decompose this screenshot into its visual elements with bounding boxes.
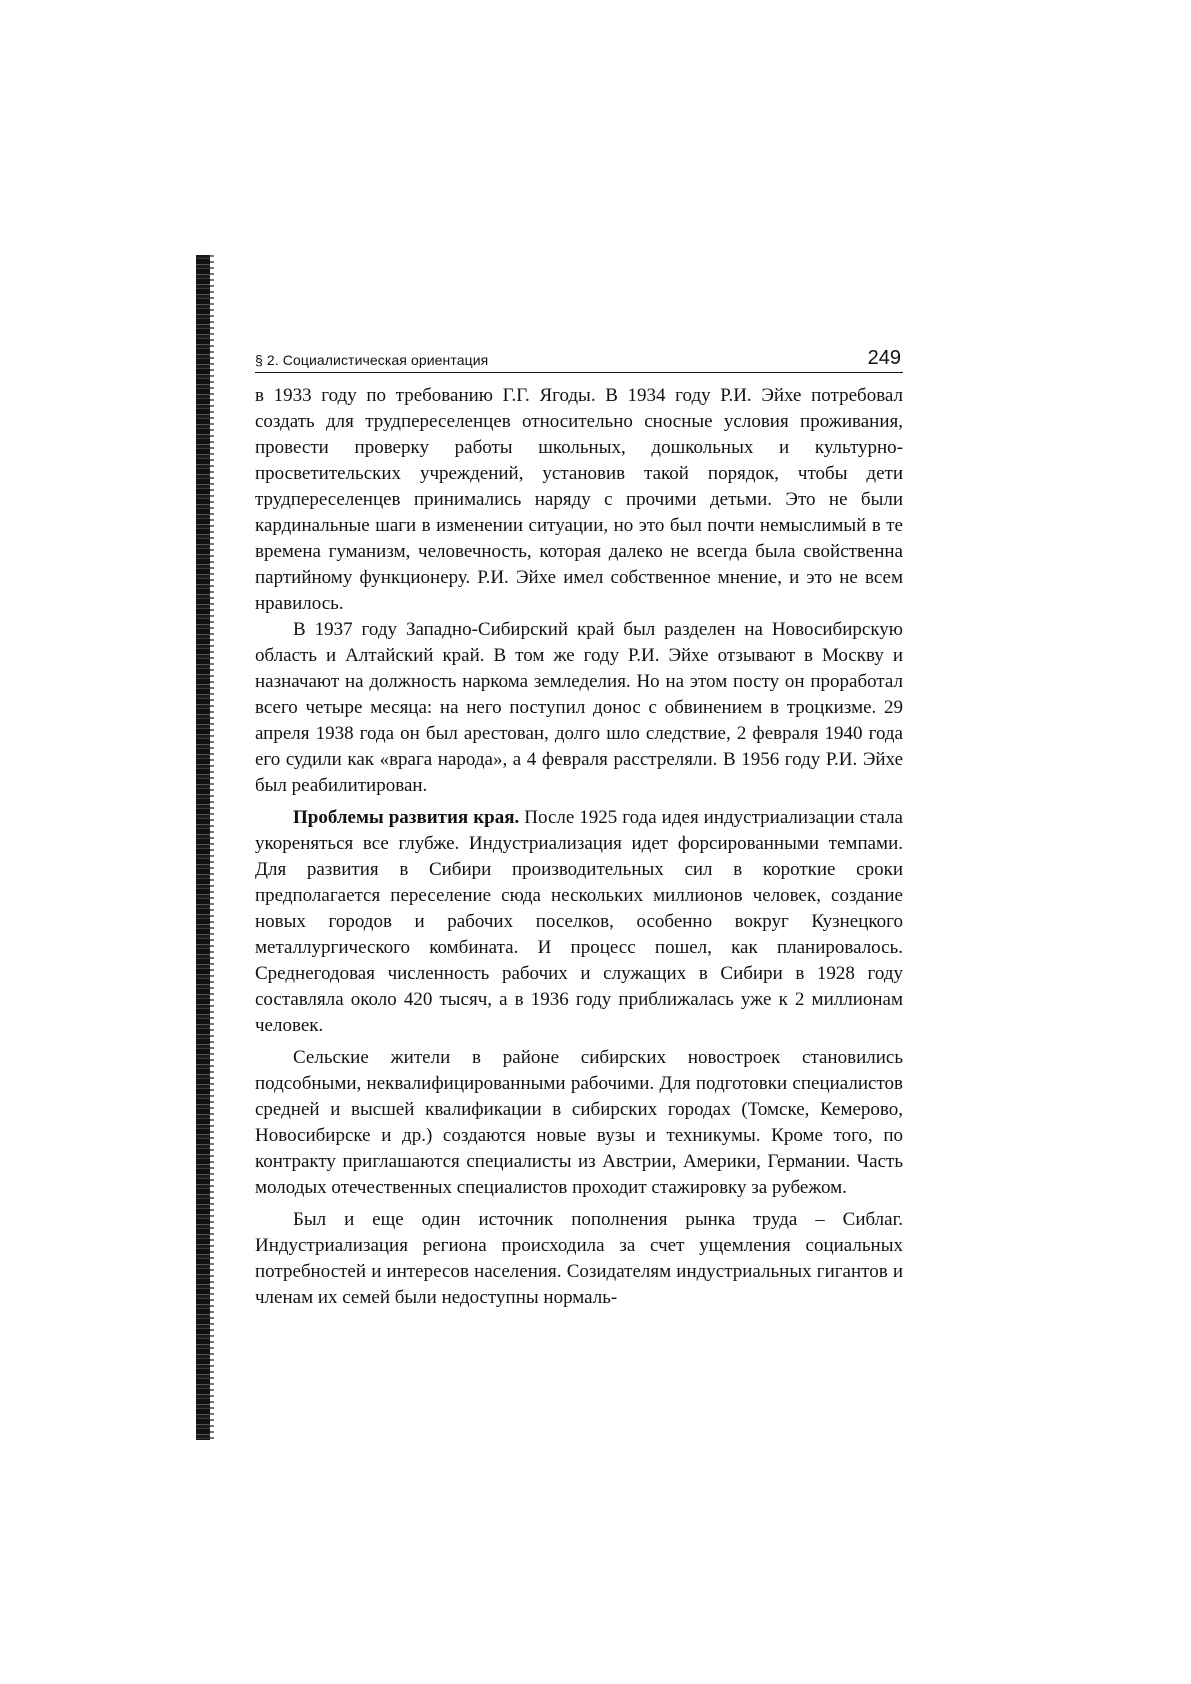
scan-binding-edge xyxy=(196,255,210,1440)
book-page xyxy=(255,342,903,1311)
running-header xyxy=(255,342,903,373)
paragraph: Сельские жители в районе сибирских новостроек становились подсобными, неквалифицированными рабочими. Для подготовки специалистов средней и высшей квалификации в сибирских городах (Томске, Кемерово, Новосибирске и др.) создаются новые вузы и техникумы. Кроме того, по контракту приглашаются специалисты из Австрии, Америки, Германии. Часть молодых отечественных специалистов проходит стажировку за рубежом. xyxy=(255,1047,903,1198)
paragraph-text: После 1925 года идея индустриализации стала укореняться все глубже. Индустриализация идет форсированными темпами. Для развития в Сибири производительных сил в короткие сроки предполагается переселение сюда нескольких миллионов человек, создание новых городов и рабочих поселков, особенно вокруг Кузнецкого металлургического комбината. И процесс пошел, как планировалось. Среднегодовая численность рабочих и служащих в Сибири в 1928 году составляла около 420 тысяч, а в 1936 году приближалась уже к 2 миллионам человек. xyxy=(255,807,903,1036)
body-text xyxy=(255,383,903,1311)
paragraph: Был и еще один источник пополнения рынка труда – Сиблаг. Индустриализация региона происходила за счет ущемления социальных потребностей и интересов населения. Созидателям индустриальных гигантов и членам их семей были недоступны нормаль- xyxy=(255,1209,903,1308)
paragraph xyxy=(255,805,903,1039)
run-in-heading: Проблемы развития края. xyxy=(293,807,520,828)
paragraph: в 1933 году по требованию Г.Г. Ягоды. В 1934 году Р.И. Эйхе потребовал создать для трудпереселенцев относительно сносные условия проживания, провести проверку работы школьных, дошкольных и культурно-просветительских учреждений, установив такой порядок, чтобы дети трудпереселенцев принимались наряду с прочими детьми. Это не были кардинальные шаги в изменении ситуации, но это был почти немыслимый в те времена гуманизм, человечность, которая далеко не всегда была свойственна партийному функционеру. Р.И. Эйхе имел собственное мнение, и это не всем нравилось. xyxy=(255,385,903,614)
section-title: § 2. Социалистическая ориентация xyxy=(255,352,489,368)
paragraph: В 1937 году Западно-Сибирский край был разделен на Новосибирскую область и Алтайский край. В том же году Р.И. Эйхе отзывают в Москву и назначают на должность наркома земледелия. Но на этом посту он проработал всего четыре месяца: на него поступил донос с обвинением в троцкизме. 29 апреля 1938 года он был арестован, долго шло следствие, 2 февраля 1940 года его судили как «врага народа», а 4 февраля расстреляли. В 1956 году Р.И. Эйхе был реабилитирован. xyxy=(255,619,903,796)
page-number: 249 xyxy=(867,347,901,369)
